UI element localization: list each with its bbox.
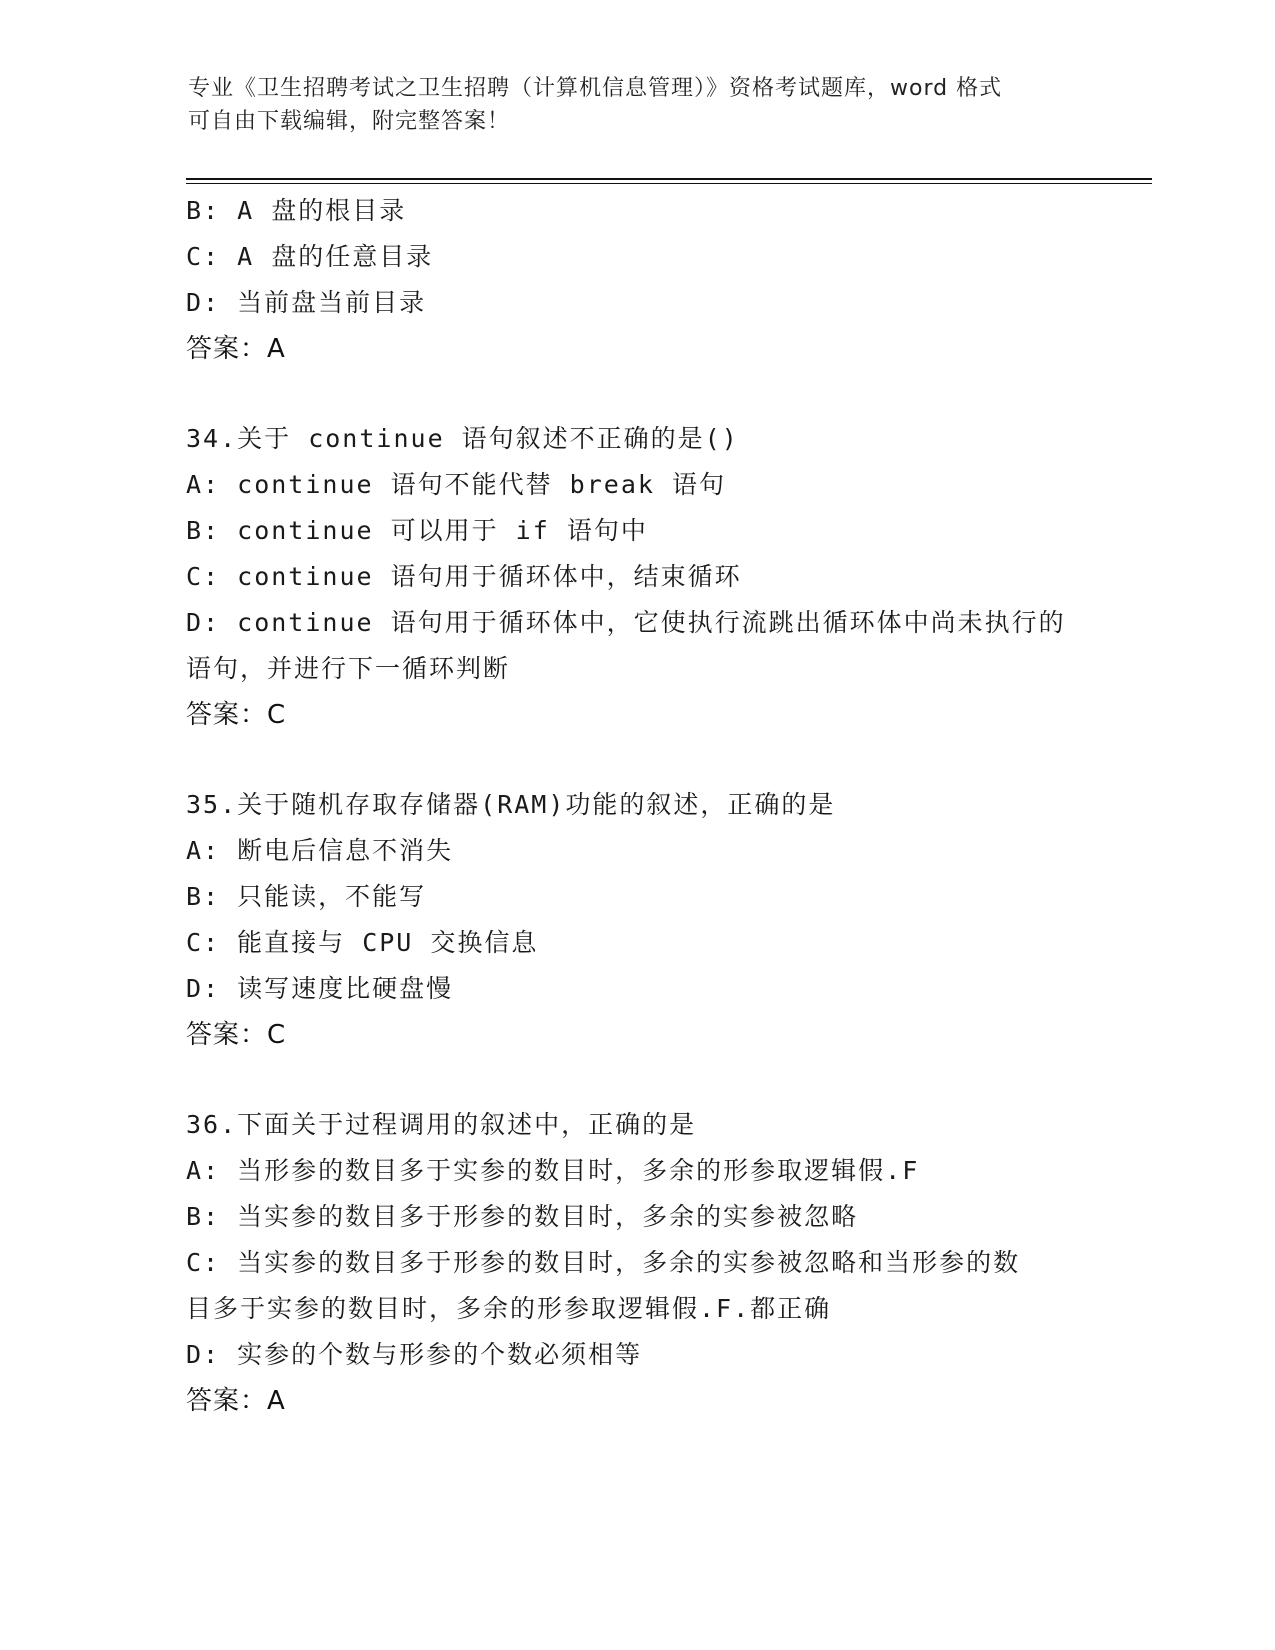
q35-answer: 答案：C: [186, 1020, 287, 1050]
q34-option-a: A: continue 语句不能代替 break 语句: [186, 470, 726, 499]
q34-option-b: B: continue 可以用于 if 语句中: [186, 516, 648, 545]
q34-question: 34.关于 continue 语句叙述不正确的是(): [186, 424, 739, 453]
header-divider-thin: [186, 183, 1152, 184]
q35-option-d: D: 读写速度比硬盘慢: [186, 974, 454, 1003]
question-gap: [186, 738, 1086, 782]
question-34-block: [186, 416, 1086, 738]
question-36-block: [186, 1102, 1086, 1424]
question-33-block: [186, 188, 1086, 372]
q35-option-a: A: 断电后信息不消失: [186, 836, 454, 865]
q33-option-b: B: A 盘的根目录: [186, 196, 407, 225]
question-gap: [186, 1058, 1086, 1102]
header-title-line-2: 可自由下载编辑，附完整答案！: [188, 109, 511, 134]
q35-option-b: B: 只能读，不能写: [186, 882, 427, 911]
q33-option-c: C: A 盘的任意目录: [186, 242, 434, 271]
q34-answer: 答案：C: [186, 700, 287, 730]
q34-option-d-line-2: 语句，并进行下一循环判断: [186, 654, 511, 683]
question-35-block: [186, 782, 1086, 1058]
q36-option-d: D: 实参的个数与形参的个数必须相等: [186, 1340, 643, 1369]
question-gap: [186, 372, 1086, 416]
q35-question: 35.关于随机存取存储器(RAM)功能的叙述，正确的是: [186, 790, 836, 819]
q34-option-d-line-1: D: continue 语句用于循环体中，它使执行流跳出循环体中尚未执行的: [186, 608, 1066, 637]
header-title-line-1: 专业《卫生招聘考试之卫生招聘（计算机信息管理）》资格考试题库，word 格式: [188, 76, 1003, 101]
q34-option-c: C: continue 语句用于循环体中，结束循环: [186, 562, 742, 591]
header-divider-thick: [186, 178, 1152, 180]
q36-question: 36.下面关于过程调用的叙述中，正确的是: [186, 1110, 697, 1139]
q33-answer: 答案：A: [186, 334, 286, 364]
q36-option-a: A: 当形参的数目多于实参的数目时，多余的形参取逻辑假.F: [186, 1156, 920, 1185]
document-header: [188, 72, 1088, 138]
q33-option-d: D: 当前盘当前目录: [186, 288, 427, 317]
q36-option-c-line-1: C: 当实参的数目多于形参的数目时，多余的实参被忽略和当形参的数: [186, 1248, 1021, 1277]
q35-option-c: C: 能直接与 CPU 交换信息: [186, 928, 539, 957]
q36-answer: 答案：A: [186, 1386, 286, 1416]
question-list: [186, 188, 1086, 1424]
q36-option-c-line-2: 目多于实参的数目时，多余的形参取逻辑假.F.都正确: [186, 1294, 832, 1323]
q36-option-b: B: 当实参的数目多于形参的数目时，多余的实参被忽略: [186, 1202, 859, 1231]
